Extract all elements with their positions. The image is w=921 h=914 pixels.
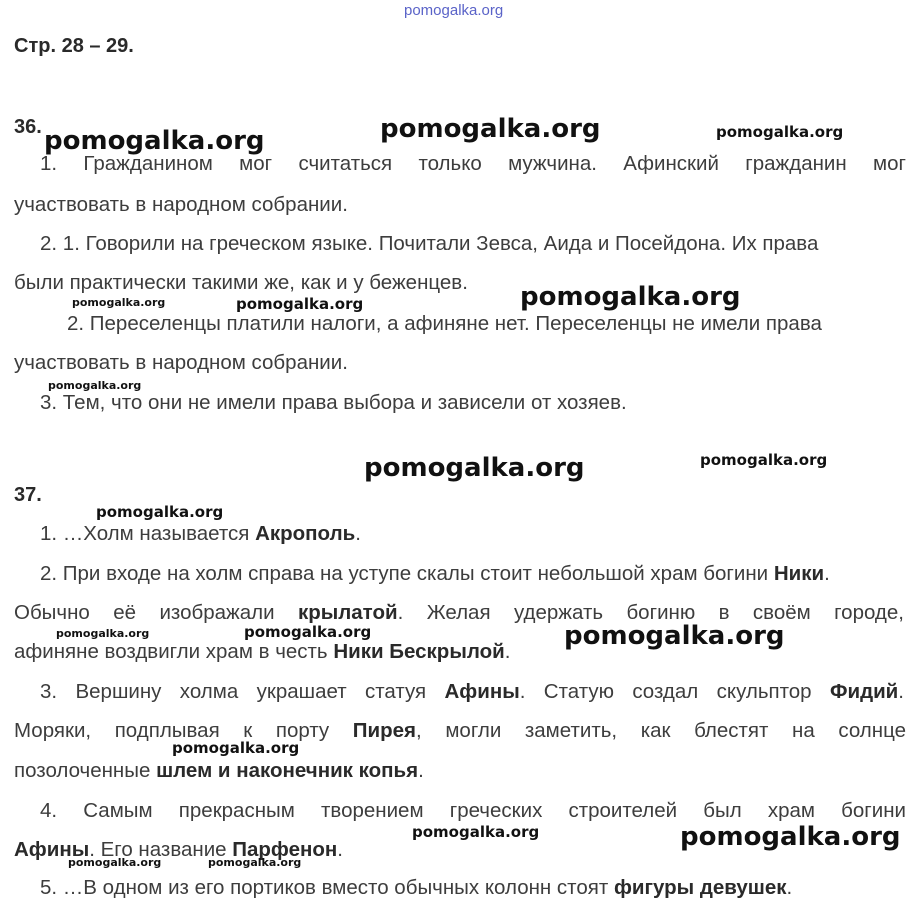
task37-line-7: позолоченные шлем и наконечник копья. <box>14 759 424 782</box>
watermark: pomogalka.org <box>680 822 901 852</box>
site-link[interactable]: pomogalka.org <box>404 2 504 19</box>
watermark: pomogalka.org <box>364 453 585 483</box>
task36-line-6: участвовать в народном собрании. <box>14 351 348 374</box>
task36-line-3: 2. 1. Говорили на греческом языке. Почитали Зевса, Аида и Посейдона. Их права <box>40 232 819 255</box>
watermark: pomogalka.org <box>96 503 224 521</box>
task36-line-2: участвовать в народном собрании. <box>14 193 348 216</box>
task37-line-8: 4. Самым прекрасным творением греческих строителей был храм богини <box>40 799 906 822</box>
watermark: pomogalka.org <box>716 123 844 141</box>
task36-line-5: 2. Переселенцы платили налоги, а афиняне нет. Переселенцы не имели права <box>67 312 822 335</box>
task37-line-6: Моряки, подплывая к порту Пирея, могли заметить, как блестят на солнце <box>14 719 906 742</box>
watermark: pomogalka.org <box>208 856 302 869</box>
task36-line-7: 3. Тем, что они не имели права выбора и зависели от хозяев. <box>40 391 627 414</box>
watermark: pomogalka.org <box>700 451 828 469</box>
watermark: pomogalka.org <box>564 621 785 651</box>
task37-line-5: 3. Вершину холма украшает статуя Афины. Статую создал скульптор Фидий. <box>40 680 904 703</box>
watermark: pomogalka.org <box>380 114 601 144</box>
page-reference: Стр. 28 – 29. <box>14 35 134 57</box>
watermark: pomogalka.org <box>236 295 364 313</box>
task37-line-10: 5. …В одном из его портиков вместо обычных колонн стоят фигуры девушек. <box>40 876 793 899</box>
task-number-37: 37. <box>14 484 42 506</box>
watermark: pomogalka.org <box>56 627 150 640</box>
task36-line-1: 1. Гражданином мог считаться только мужчина. Афинский гражданин мог <box>40 152 906 175</box>
task36-line-4: были практически такими же, как и у беженцев. <box>14 271 468 294</box>
watermark: pomogalka.org <box>44 126 265 156</box>
task37-line-2: 2. При входе на холм справа на уступе скалы стоит небольшой храм богини Ники. <box>40 562 830 585</box>
watermark: pomogalka.org <box>520 282 741 312</box>
task37-line-9: Афины. Его название Парфенон. <box>14 838 343 861</box>
watermark: pomogalka.org <box>72 296 166 309</box>
task-number-36: 36. <box>14 116 42 138</box>
watermark: pomogalka.org <box>48 379 142 392</box>
watermark: pomogalka.org <box>412 823 540 841</box>
task37-line-3: Обычно её изображали крылатой. Желая удержать богиню в своём городе, <box>14 601 904 624</box>
watermark: pomogalka.org <box>244 623 372 641</box>
watermark: pomogalka.org <box>68 856 162 869</box>
task37-line-4: афиняне воздвигли храм в честь Ники Бескрылой. <box>14 640 511 663</box>
task37-line-1: 1. …Холм называется Акрополь. <box>40 522 361 545</box>
watermark: pomogalka.org <box>172 739 300 757</box>
